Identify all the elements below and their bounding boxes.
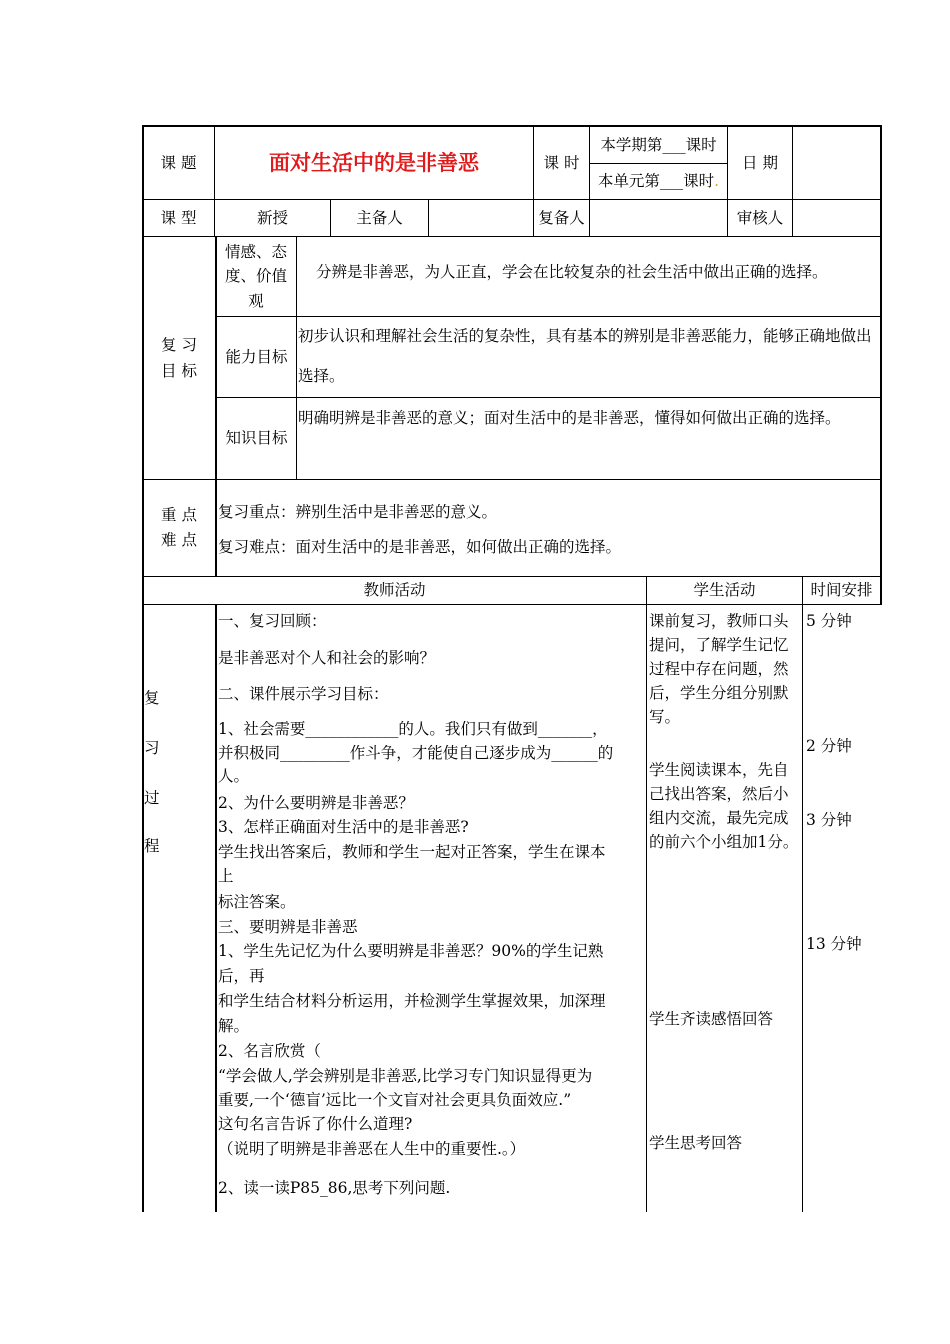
teacher-line: “学会做人,学会辨别是非善恶,比学习专门知识显得更为 [218,1067,593,1085]
key-point: 复习重点：辨别生活中是非善恶的意义。 [218,503,498,521]
student-block: 学生思考回答 [649,1134,743,1152]
teacher-line: 2、读一读P85_86,思考下列问题. [218,1179,451,1197]
teacher-line: 学生找出答案后，教师和学生一起对正答案，学生在课本 [218,843,606,861]
teacher-line: 后，再 [218,967,265,985]
ability-label: 能力目标 [225,347,288,366]
time-value: 5 分钟 [806,612,852,630]
ability-text: 初步认识和理解社会生活的复杂性，具有基本的辨别是非善恶能力，能够正确地做出选择。 [298,327,872,385]
teacher-line: 解。 [218,1017,250,1035]
row-divider-3 [142,479,882,480]
time-header: 时间安排 [810,581,873,600]
process-col-line [215,604,217,1212]
act-col-line-2 [802,576,803,1212]
row-divider-5 [142,604,882,605]
keypoints-label [143,480,215,576]
ke-shi-label: 课 时 [543,153,580,172]
ke-xing-value: 新授 [256,208,288,227]
lesson-title: 面对生活中的是非善恶 [269,150,479,176]
teacher-line: 2、为什么要明辨是非善恶？ [218,794,414,812]
yellow-mark: . [714,172,720,191]
student-block: 课前复习，教师口头提问，了解学生记忆过程中存在问题，然后，学生分组分别默写。 [649,612,789,727]
process-label-char-2: 习 [144,739,160,757]
time-value: 13 分钟 [806,935,862,953]
unit-lessons-text: 本单元第___课时 [597,172,715,191]
emotion-label: 情感、态度、价值观 [224,243,287,310]
objectives-label-line1: 复 习 [161,335,197,354]
student-block: 学生阅读课本，先自己找出答案，然后小组内交流，最先完成的前六个小组加1分。 [649,761,799,852]
zhu-bei-value [429,200,533,236]
teacher-line: 这句名言告诉了你什么道理? [218,1115,413,1133]
teacher-line: 标注答案。 [218,893,296,911]
table-border-right [880,125,882,605]
ke-xing-label: 课 型 [160,208,197,227]
teacher-line: 上 [218,867,234,885]
teacher-line [218,939,603,964]
keypoints-label-line2: 难 点 [161,531,197,549]
teacher-line: 1、社会需要____________的人。我们只有做到_______， [218,720,608,738]
difficult-point: 复习难点：面对生活中的是非善恶，如何做出正确的选择。 [218,538,622,556]
act-col-line-1 [646,576,647,1212]
unit-lessons [590,164,727,199]
emotion-text: 分辨是非善恶，为人正直，学会在比较复杂的社会生活中做出正确的选择。 [316,263,828,281]
objectives-label-line2: 目 标 [161,362,197,380]
objectives-label [143,237,215,479]
teacher-line: 并积极同_________作斗争，才能使自己逐步成为______的 [218,744,614,762]
teacher-line: 2、名言欣赏（ [218,1042,321,1060]
time-value: 3 分钟 [806,811,852,829]
teacher-line: 人。 [218,767,250,785]
teacher-line: 重要,一个‘德盲’远比一个文盲对社会更具负面效应.” [218,1091,572,1109]
keypoints-label-line1: 重 点 [161,506,197,525]
ke-ti-label: 课 题 [160,153,197,172]
teacher-line: （说明了明辨是非善恶在人生中的重要性.。） [218,1140,526,1158]
process-label-char-1: 复 [144,689,160,707]
obj-col-line-2 [296,236,297,479]
fu-bei-value [590,200,727,236]
teacher-line: 3、怎样正确面对生活中的是非善恶? [218,818,469,836]
process-label-char-4: 程 [144,837,160,855]
knowledge-label: 知识目标 [225,429,288,448]
process-label-char-3: 过 [144,789,160,807]
teacher-activity-header: 教师活动 [363,581,426,600]
teacher-line: 是非善恶对个人和社会的影响？ [218,649,436,667]
teacher-line-text: 1、学生先记忆为什么要明辨是非善恶？90%的学生记熟 [218,942,604,960]
semester-lessons: 本学期第___课时 [600,135,717,154]
teacher-line: 二、课件展示学习目标： [218,685,389,703]
shen-he-value [793,200,880,236]
time-value: 2 分钟 [806,737,852,755]
teacher-line: 三、要明辨是非善恶 [218,918,358,936]
obj-divider-2 [216,397,880,398]
fu-bei-label: 复备人 [538,208,585,227]
date-label: 日 期 [742,153,778,172]
shen-he-label: 审核人 [736,208,784,227]
teacher-line: 一、复习回顾： [218,612,327,630]
student-activity-header: 学生活动 [693,581,756,600]
knowledge-text: 明确明辨是非善恶的意义；面对生活中的是非善恶，懂得如何做出正确的选择。 [298,409,841,427]
student-block: 学生齐读感悟回答 [649,1010,774,1028]
zhu-bei-label: 主备人 [356,208,403,227]
teacher-line: 和学生结合材料分析运用，并检测学生掌握效果，加深理 [218,992,606,1010]
